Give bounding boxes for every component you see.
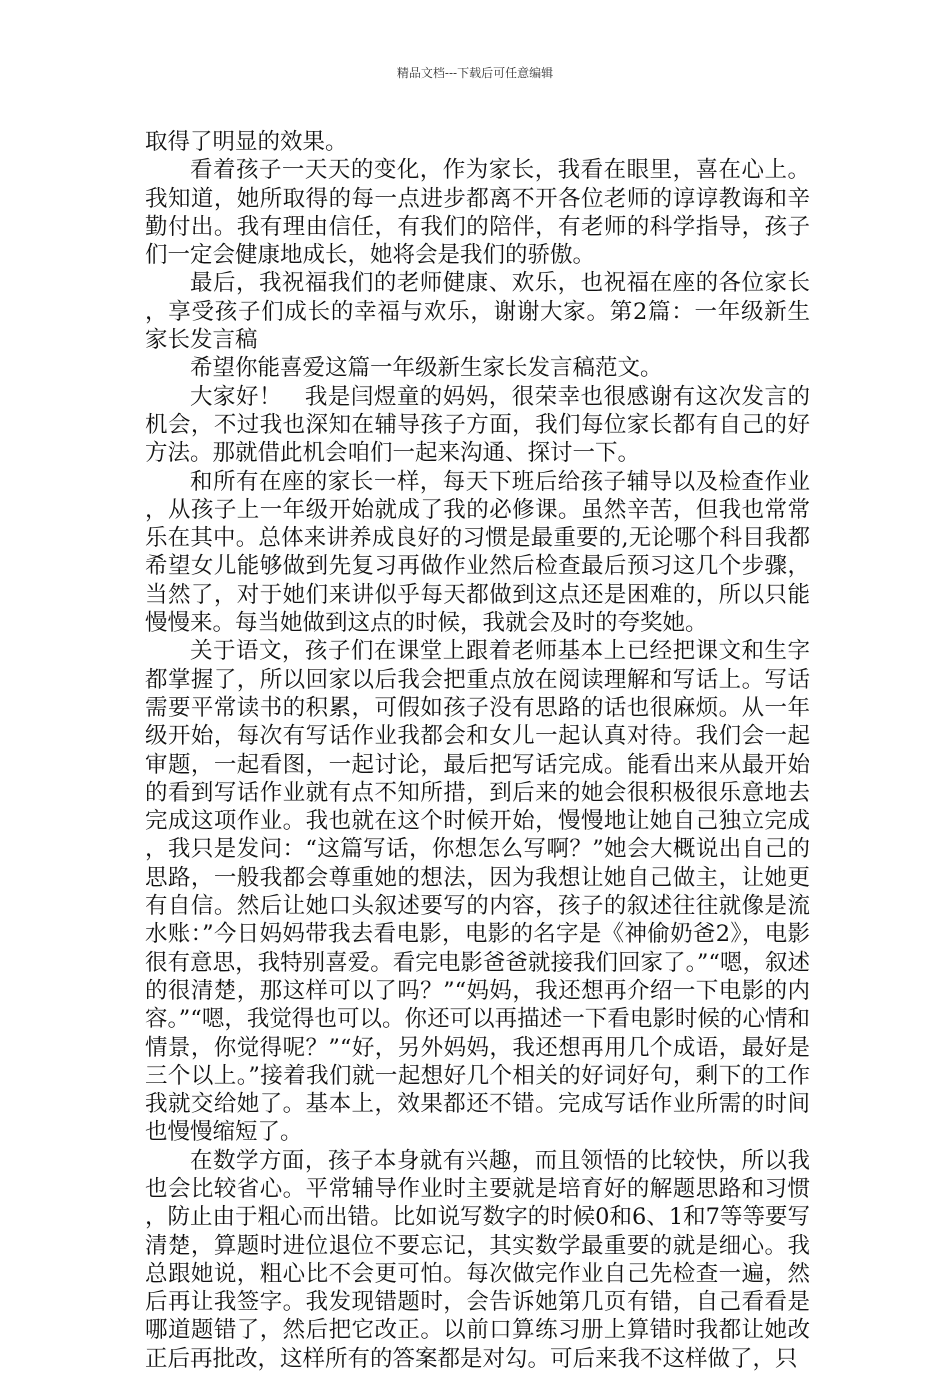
- document-body: [145, 128, 810, 1373]
- paragraph: 关于语文，孩子们在课堂上跟着老师基本上已经把课文和生字都掌握了，所以回家以后我会把重点放在阅读理解和写话上。写话需要平常读书的积累，可假如孩子没有思路的话也很麻烦。从一年级开始，每次有写话作业我都会和女儿一起认真对待。我们会一起审题，一起看图，一起讨论，最后把写话完成。能看出来从最开始的看到写话作业就有点不知所措，到后来的她会很积极很乐意地去完成这项作业。我也就在这个时候开始，慢慢地让她自己独立完成，我只是发问：“这篇写话，你想怎么写啊？”她会大概说出自己的思路，一般我都会尊重她的想法，因为我想让她自己做主，让她更有自信。然后让她口头叙述要写的内容，孩子的叙述往往就像是流水账：”今日妈妈带我去看电影，电影的名字是《神偷奶爸2》，电影很有意思，我特别喜爱。看完电影爸爸就接我们回家了。”“嗯，叙述的很清楚，那这样可以了吗？”“妈妈，我还想再介绍一下电影的内容。”“嗯，我觉得也可以。你还可以再描述一下看电影时候的心情和情景，你觉得呢？”“好，另外妈妈，我还想再用几个成语，最好是三个以上。”接着我们就一起想好几个相关的好词好句，剩下的工作我就交给她了。基本上，效果都还不错。完成写话作业所需的时间也慢慢缩短了。: [145, 638, 810, 1146]
- paragraph: 和所有在座的家长一样，每天下班后给孩子辅导以及检查作业，从孩子上一年级开始就成了我的必修课。虽然辛苦，但我也常常乐在其中。总体来讲养成良好的习惯是最重要的,无论哪个科目我都希望女儿能够做到先复习再做作业然后检查最后预习这几个步骤，当然了，对于她们来讲似乎每天都做到这点还是困难的，所以只能慢慢来。每当她做到这点的时候，我就会及时的夸奖她。: [145, 468, 810, 637]
- paragraph: 在数学方面，孩子本身就有兴趣，而且领悟的比较快，所以我也会比较省心。平常辅导作业时主要就是培育好的解题思路和习惯，防止由于粗心而出错。比如说写数字的时候0和6、1和7等等要写清楚，算题时进位退位不要忘记，其实数学最重要的就是细心。我总跟她说，粗心比不会更可怕。每次做完作业自己先检查一遍，然后再让我签字。我发现错题时，会告诉她第几页有错，自己看看是哪道题错了，然后把它改正。以前口算练习册上算错时我都让她改正后再批改，这样所有的答案都是对勾。可后来我不这样做了，只: [145, 1147, 810, 1372]
- paragraph: 大家好！ 我是闫煜童的妈妈，很荣幸也很感谢有这次发言的机会，不过我也深知在辅导孩子方面，我们每位家长都有自己的好方法。那就借此机会咱们一起来沟通、探讨一下。: [145, 383, 810, 467]
- page-header: 精品文档---下载后可任意编辑: [396, 66, 554, 80]
- paragraph: 看着孩子一天天的变化，作为家长，我看在眼里，喜在心上。我知道，她所取得的每一点进步都离不开各位老师的谆谆教诲和辛勤付出。我有理由信任，有我们的陪伴，有老师的科学指导，孩子们一定会健康地成长，她将会是我们的骄傲。: [145, 157, 810, 269]
- paragraph-continuation: 取得了明显的效果。: [145, 129, 348, 155]
- paragraph: 希望你能喜爱这篇一年级新生家长发言稿范文。: [190, 355, 663, 382]
- paragraph: 最后，我祝福我们的老师健康、欢乐，也祝福在座的各位家长，享受孩子们成长的幸福与欢乐，谢谢大家。第2篇：一年级新生家长发言稿: [145, 270, 810, 354]
